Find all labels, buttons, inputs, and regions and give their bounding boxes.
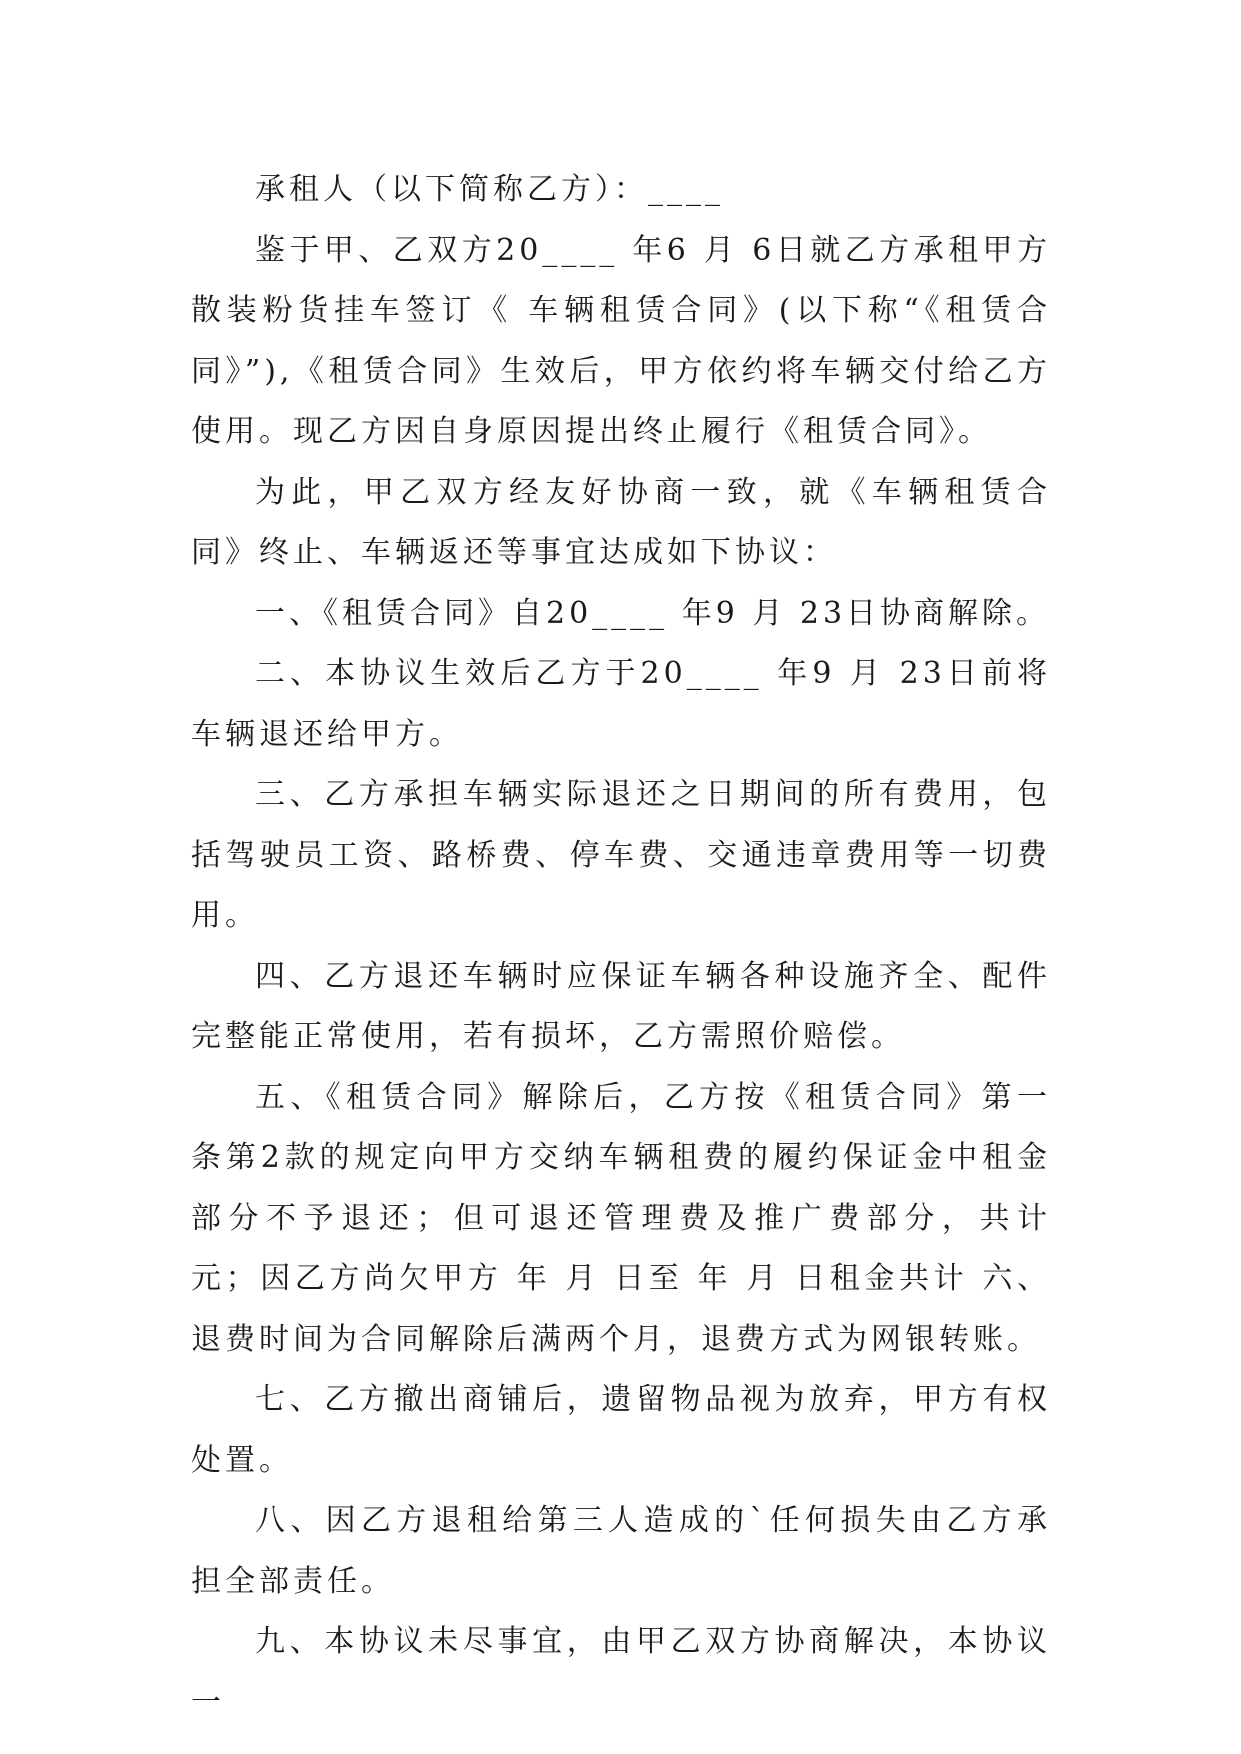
clause-9: 九、本协议未尽事宜，由甲乙双方协商解决，本协议一 bbox=[191, 1624, 1051, 1720]
clause-5: 五、《租赁合同》解除后，乙方按《租赁合同》第一条第2款的规定向甲方交纳车辆租费的履约保证金中租金部分不予退还；但可退还管理费及推广费部分，共计 元；因乙方尚欠甲方 年 月 日至 年 月 日租金共计 六、退费时间为合同解除后满两个月，退费方式为网银转账。 bbox=[191, 1079, 1051, 1357]
clause-2: 二、本协议生效后乙方于20____ 年9 月 23日前将车辆退还给甲方。 bbox=[191, 656, 1051, 752]
paragraph-agreement-intro: 为此，甲乙双方经友好协商一致，就《车辆租赁合同》终止、车辆返还等事宜达成如下协议： bbox=[191, 474, 1051, 570]
clause-7: 七、乙方撤出商铺后，遗留物品视为放弃，甲方有权处置。 bbox=[191, 1382, 1051, 1478]
paragraph-recital: 鉴于甲、乙双方20____ 年6 月 6日就乙方承租甲方散装粉货挂车签订《 车辆租赁合同》(以下称“《租赁合同》”),《租赁合同》生效后，甲方依约将车辆交付给乙方使用。现乙方因自身原因提出终止履行《租赁合同》。 bbox=[191, 232, 1051, 449]
clause-1: 一、《租赁合同》自20____ 年9 月 23日协商解除。 bbox=[255, 595, 1051, 631]
paragraph-lessee-line: 承租人（以下简称乙方）：____ bbox=[255, 172, 724, 207]
document-body bbox=[191, 160, 1051, 1733]
clause-3: 三、乙方承担车辆实际退还之日期间的所有费用，包括驾驶员工资、路桥费、停车费、交通违章费用等一切费用。 bbox=[191, 777, 1051, 933]
clause-8: 八、因乙方退租给第三人造成的`任何损失由乙方承担全部责任。 bbox=[191, 1503, 1051, 1599]
clause-4: 四、乙方退还车辆时应保证车辆各种设施齐全、配件完整能正常使用，若有损坏，乙方需照价赔偿。 bbox=[191, 958, 1051, 1054]
